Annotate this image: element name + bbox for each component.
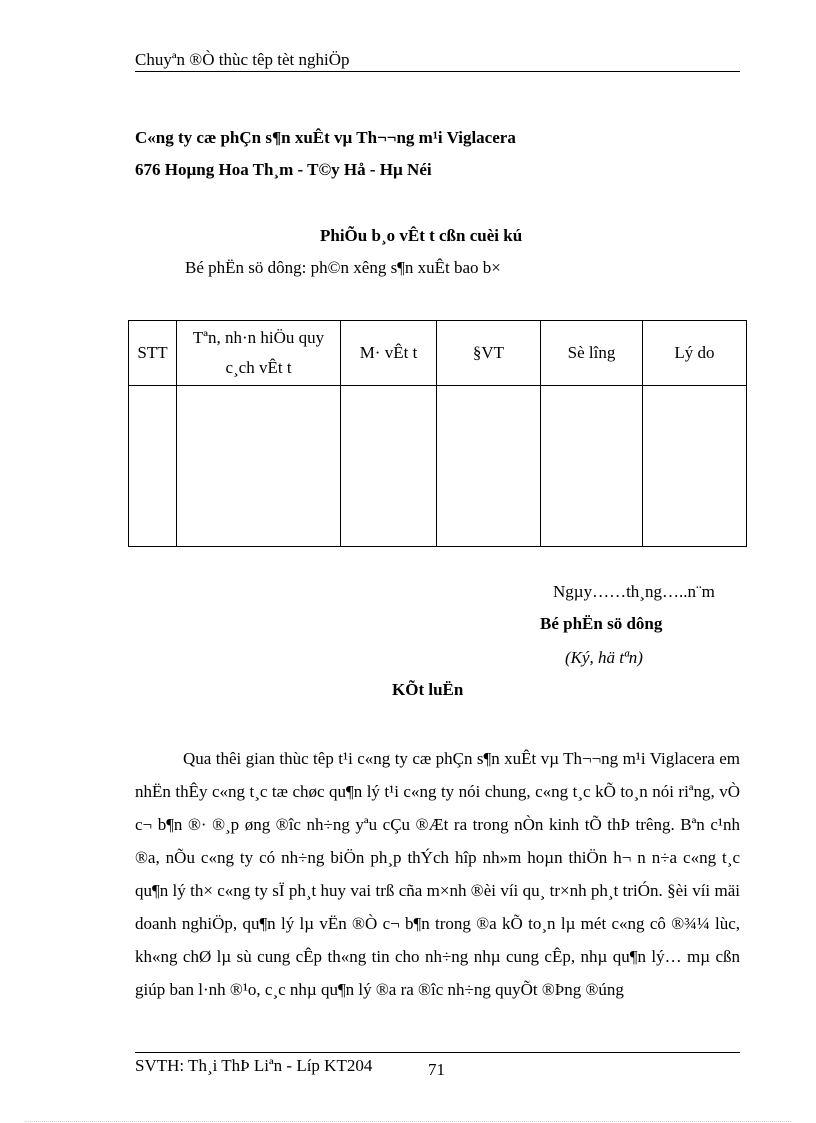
date-line: Ngµy……th¸ng…..n¨m: [553, 582, 715, 601]
column-header-name: Tªn, nh·n hiÖu quy c¸ch vÊt t: [177, 321, 341, 386]
table-header-row: [129, 321, 747, 386]
footer-author: SVTH: Th¸i ThÞ Liªn - Líp KT204: [135, 1056, 373, 1075]
footer-divider: [135, 1052, 740, 1053]
table-cell: [129, 386, 177, 547]
column-header-reason: Lý do: [643, 321, 747, 386]
column-header-stt: STT: [129, 321, 177, 386]
company-name: C«ng ty cæ phÇn s¶n xuÊt vµ Th¬¬ng m¹i Viglacera: [135, 128, 516, 147]
table-cell: [541, 386, 643, 547]
table-cell: [437, 386, 541, 547]
conclusion-paragraph: Qua thêi gian thùc têp t¹i c«ng ty cæ phÇn s¶n xuÊt vµ Th¬¬ng m¹i Viglacera em nhËn thÊy c«ng t¸c tæ chøc qu¶n lý t¹i c«ng ty nói chung, c«ng t¸c kÕ to¸n nói riªng, vÒ c¬ b¶n ®· ®¸p øng ®îc nh÷ng yªu cÇu ®Æt ra trong nÒn kinh tÕ thÞ trêng. Bªn c¹nh ®a, nÕu c«ng ty có nh÷ng biÖn ph¸p thÝch hîp nh»m hoµn thiÖn h¬ n n÷a c«ng t¸c qu¶n lý th× c«ng ty sÏ ph¸t huy vai trß cña m×nh ®èi víi qu¸ tr×nh ph¸t triÓn. §èi víi mäi doanh nghiÖp, qu¶n lý lµ vËn ®Ò c¬ b¶n trong ®a kÕ to¸n lµ mét c«ng cô ®¾¼ lùc, kh«ng chØ lµ sù cung cÊp th«ng tin cho nh÷ng nhµ cung cÊp, nhµ qu¶n lý… mµ cßn giúp ban l·nh ®¹o, c¸c nhµ qu¶n lý ®a ra ®îc nh÷ng quyÕt ®Þng ®úng: [135, 749, 740, 999]
column-header-code: M· vÊt t: [341, 321, 437, 386]
department-line: Bé phËn sö dông: ph©n xêng s¶n xuÊt bao b×: [185, 258, 501, 277]
company-address: 676 Hoµng Hoa Th¸m - T©y Hå - Hµ Néi: [135, 160, 432, 179]
column-header-unit: §VT: [437, 321, 541, 386]
signer-title: Bé phËn sö dông: [540, 614, 663, 633]
form-title: PhiÕu b¸o vÊt t cßn cuèi kú: [320, 226, 523, 245]
table-cell: [341, 386, 437, 547]
running-header: Chuyªn ®Ò thùc têp tèt nghiÖp: [135, 50, 350, 69]
column-header-quantity: Sè lîng: [541, 321, 643, 386]
table-cell: [643, 386, 747, 547]
page-number: 71: [428, 1060, 445, 1079]
header-divider: [135, 71, 740, 72]
page-bottom-border: [25, 1121, 791, 1122]
conclusion-heading: KÕt luËn: [392, 680, 464, 699]
table-cell: [177, 386, 341, 547]
table-row: [129, 386, 747, 547]
materials-table: [128, 320, 747, 547]
signature-note: (Ký, hä tªn): [565, 648, 643, 667]
